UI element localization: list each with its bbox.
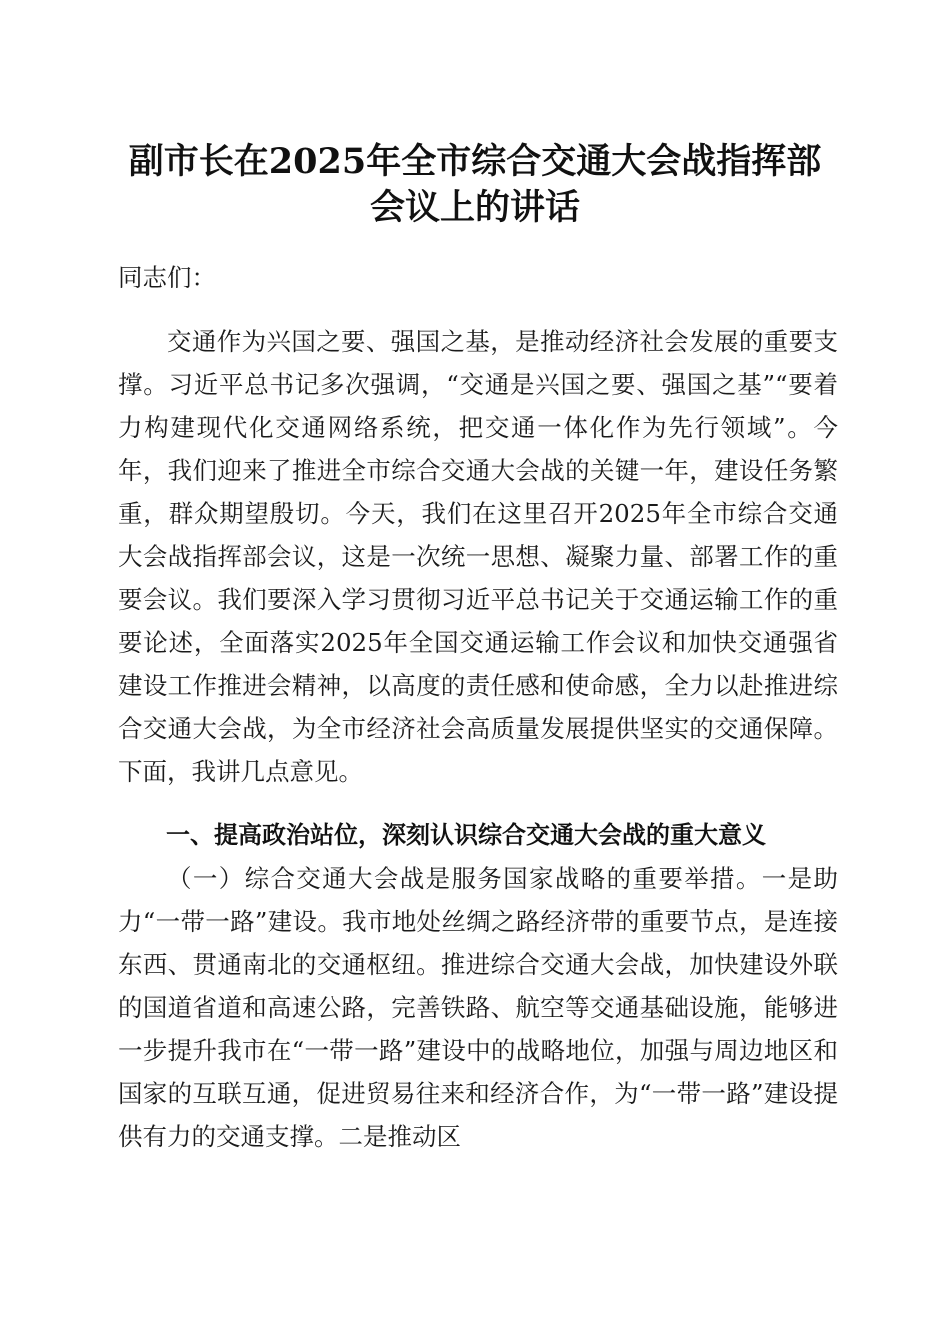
- document-title-line-2: 会议上的讲话: [369, 187, 580, 228]
- document-title-line-1: 副市长在2025年全市综合交通大会战指挥部: [128, 141, 822, 182]
- intro-paragraph: 交通作为兴国之要、强国之基，是推动经济社会发展的重要支撑。习近平总书记多次强调，“交通是兴国之要、强国之基”“要着力构建现代化交通网络系统，把交通一体化作为先行领域”。今年，我们迎来了推进全市综合交通大会战的关键一年，建设任务繁重，群众期望殷切。今天，我们在这里召开2025年全市综合交通大会战指挥部会议，这是一次统一思想、凝聚力量、部署工作的重要会议。我们要深入学习贯彻习近平总书记关于交通运输工作的重要论述，全面落实2025年全国交通运输工作会议和加快交通强省建设工作推进会精神，以高度的责任感和使命感，全力以赴推进综合交通大会战，为全市经济社会高质量发展提供坚实的交通保障。下面，我讲几点意见。: [118, 327, 838, 786]
- salutation: 同志们：: [118, 263, 216, 292]
- section-heading-1: 一、提高政治站位，深刻认识综合交通大会战的重大意义: [166, 821, 766, 849]
- subsection-paragraph-1: （一）综合交通大会战是服务国家战略的重要举措。一是助力“一带一路”建设。我市地处丝绸之路经济带的重要节点，是连接东西、贯通南北的交通枢纽。推进综合交通大会战，加快建设外联的国道省道和高速公路，完善铁路、航空等交通基础设施，能够进一步提升我市在“一带一路”建设中的战略地位，加强与周边地区和国家的互联互通，促进贸易往来和经济合作，为“一带一路”建设提供有力的交通支撑。二是推动区: [118, 864, 838, 1151]
